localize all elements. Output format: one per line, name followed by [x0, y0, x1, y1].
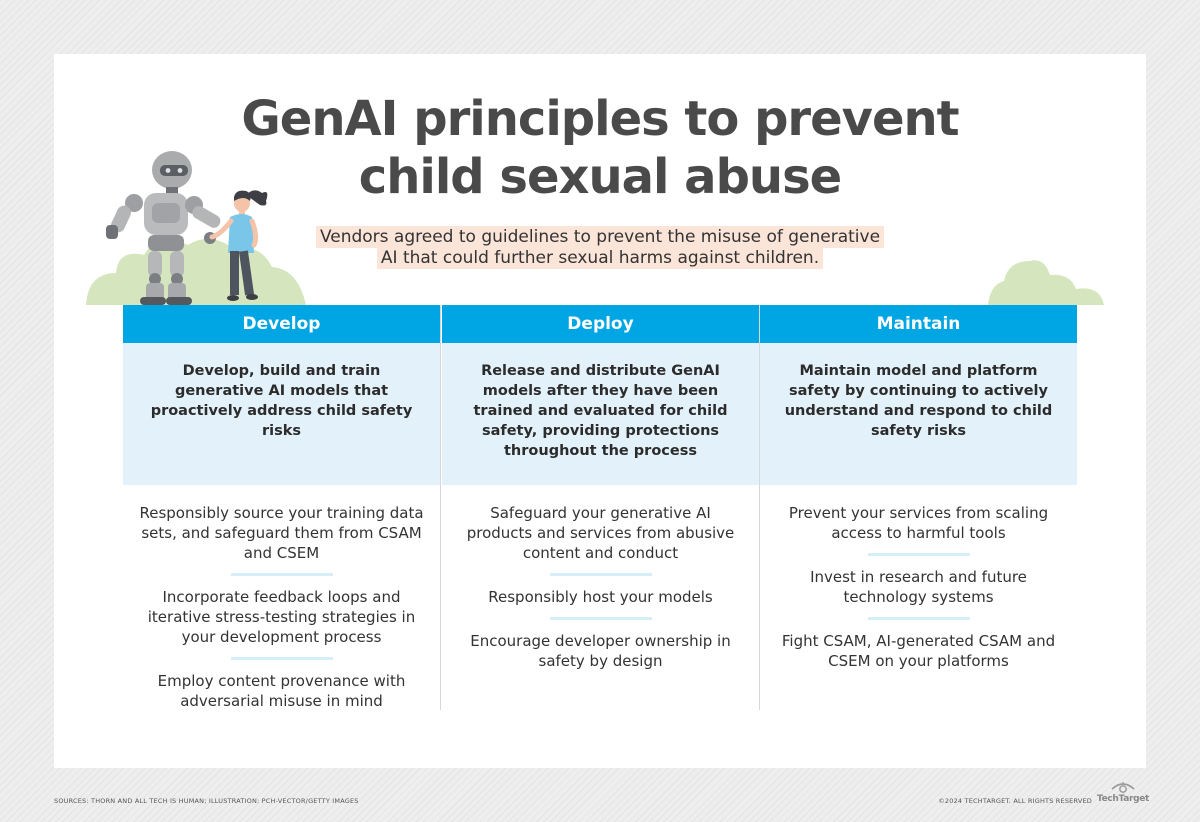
column-header-develop: Develop: [123, 305, 440, 343]
column-develop: [123, 305, 440, 710]
column-items-develop: [123, 485, 440, 711]
title-line-2: child sexual abuse: [358, 149, 842, 205]
column-maintain: [760, 305, 1077, 710]
page-title: [0, 90, 1200, 206]
list-item: Fight CSAM, AI-generated CSAM and CSEM on your platforms: [781, 632, 1056, 670]
list-item: Responsibly host your models: [488, 588, 713, 606]
column-header-deploy: Deploy: [442, 305, 759, 343]
list-item: Employ content provenance with adversarial misuse in mind: [157, 672, 406, 710]
list-item: Incorporate feedback loops and iterative stress-testing strategies in your development process: [147, 588, 416, 646]
list-item: Safeguard your generative AI products and services from abusive content and conduct: [466, 504, 735, 562]
column-summary-deploy: Release and distribute GenAI models after they have been trained and evaluated for child safety, providing protections throughout the process: [442, 343, 759, 485]
column-deploy: [442, 305, 759, 710]
list-item: Encourage developer ownership in safety by design: [470, 632, 731, 670]
item-divider: [231, 657, 333, 660]
list-item: Responsibly source your training data sets, and safeguard them from CSAM and CSEM: [139, 504, 424, 562]
item-divider: [868, 553, 970, 556]
techtarget-eye-logo: [1110, 782, 1136, 794]
column-summary-develop: Develop, build and train generative AI models that proactively address child safety risks: [123, 343, 440, 485]
subtitle-line-1: Vendors agreed to guidelines to prevent the misuse of generative: [316, 226, 884, 248]
column-items-deploy: [442, 485, 759, 671]
sources-credit: SOURCES: THORN AND ALL TECH IS HUMAN; ILLUSTRATION: PCH-VECTOR/GETTY IMAGES: [54, 797, 359, 805]
column-summary-maintain: Maintain model and platform safety by continuing to actively understand and respond to child safety risks: [760, 343, 1077, 485]
copyright-notice: ©2024 TECHTARGET. ALL RIGHTS RESERVED: [938, 797, 1092, 805]
subtitle: [0, 227, 1200, 269]
item-divider: [550, 617, 652, 620]
list-item: Prevent your services from scaling access to harmful tools: [788, 504, 1049, 542]
techtarget-logo: [1096, 782, 1150, 808]
subtitle-line-2: AI that could further sexual harms against children.: [377, 247, 823, 269]
item-divider: [868, 617, 970, 620]
column-items-maintain: [760, 485, 1077, 671]
list-item: Invest in research and future technology systems: [810, 568, 1027, 606]
title-line-1: GenAI principles to prevent: [241, 91, 959, 147]
item-divider: [550, 573, 652, 576]
column-header-maintain: Maintain: [760, 305, 1077, 343]
logo-wordmark: TechTarget: [1096, 794, 1150, 804]
column-divider: [440, 305, 441, 710]
item-divider: [231, 573, 333, 576]
principles-table: [123, 305, 1077, 710]
